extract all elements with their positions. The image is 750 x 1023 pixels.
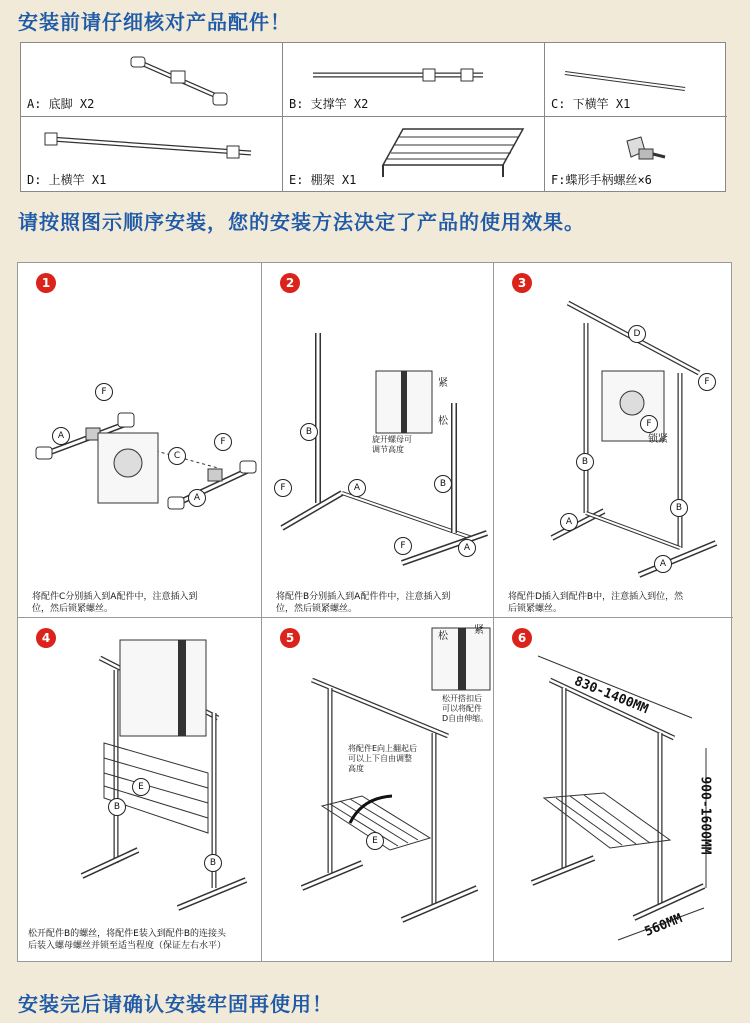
part-cell-f — [545, 117, 727, 192]
step-5 — [262, 618, 494, 961]
step-3-caption: 将配件D插入到配件B中，注意插入到位，然 后锁紧螺丝。 — [508, 592, 684, 614]
step-2-caption: 将配件B分别插入到A配件件中，注意插入到 位，然后锁紧螺丝。 — [276, 592, 451, 614]
step-5-badge: 5 — [280, 628, 300, 648]
height-adjust-note: 旋开螺母可 调节高度 — [372, 435, 412, 454]
tight-label: 紧 — [474, 625, 484, 636]
part-cell-d — [21, 117, 283, 192]
part-cell-b — [283, 43, 545, 117]
depth-dimension: 560MM — [642, 911, 685, 940]
callout-e: E — [366, 832, 384, 850]
callout-b: B — [434, 475, 452, 493]
step-4-caption: 松开配件B的螺丝，将配件E装入到配件B的连接头 后装入螺母螺丝并锁至适当程度（保证左右水平） — [28, 929, 227, 951]
callout-e: E — [132, 778, 150, 796]
callout-b: B — [670, 499, 688, 517]
part-label-e: E: 棚架 X1 — [289, 173, 357, 187]
part-label-d: D: 上横竿 X1 — [27, 173, 107, 187]
callout-b: B — [204, 854, 222, 872]
callout-b: B — [108, 798, 126, 816]
final-notice-heading: 安装完后请确认安装牢固再使用！ — [18, 992, 333, 1016]
step-3 — [494, 263, 733, 618]
step-6 — [494, 618, 733, 961]
callout-f: F — [394, 537, 412, 555]
lock-label: 锁紧 — [648, 434, 668, 445]
callout-a: A — [348, 479, 366, 497]
callout-b: B — [300, 423, 318, 441]
callout-a: A — [188, 489, 206, 507]
telescoping-note: 松开搭扣后 可以将配件 D自由伸缩。 — [442, 694, 489, 723]
callout-a: A — [560, 513, 578, 531]
part-label-f: F:蝶形手柄螺丝×6 — [551, 173, 652, 187]
height-dimension: 900-1600MM — [697, 776, 713, 855]
callout-f: F — [214, 433, 232, 451]
part-label-a: A: 底脚 X2 — [27, 97, 95, 111]
callout-b: B — [576, 453, 594, 471]
step-4-badge: 4 — [36, 628, 56, 648]
callout-a: A — [654, 555, 672, 573]
callout-a: A — [52, 427, 70, 445]
step-2-badge: 2 — [280, 273, 300, 293]
callout-f: F — [95, 383, 113, 401]
part-cell-e — [283, 117, 545, 192]
install-order-heading: 请按照图示顺序安装，您的安装方法决定了产品的使用效果。 — [18, 210, 585, 234]
callout-f: F — [640, 415, 658, 433]
part-cell-c — [545, 43, 727, 117]
shelf-adjust-note: 将配件E向上翻起后 可以上下自由调整 高度 — [348, 744, 418, 773]
callout-c: C — [168, 447, 186, 465]
step-3-diagram — [494, 263, 733, 618]
callout-a: A — [458, 539, 476, 557]
loose-label: 松 — [438, 631, 448, 642]
parts-table — [20, 42, 726, 192]
loose-label: 松 — [438, 416, 448, 427]
step-3-badge: 3 — [512, 273, 532, 293]
step-1-caption: 将配件C分别插入到A配件中，注意插入到 位，然后锁紧螺丝。 — [32, 592, 198, 614]
assembly-steps — [17, 262, 732, 962]
step-1 — [18, 263, 262, 618]
step-5-diagram — [262, 618, 494, 961]
step-1-badge: 1 — [36, 273, 56, 293]
callout-d: D — [628, 325, 646, 343]
width-dimension: 830-1400MM — [572, 673, 651, 718]
step-6-badge: 6 — [512, 628, 532, 648]
part-label-b: B: 支撑竿 X2 — [289, 97, 369, 111]
step-4 — [18, 618, 262, 961]
step-2 — [262, 263, 494, 618]
callout-f: F — [698, 373, 716, 391]
callout-f: F — [274, 479, 292, 497]
parts-check-heading: 安装前请仔细核对产品配件！ — [18, 10, 291, 34]
part-label-c: C: 下横竿 X1 — [551, 97, 631, 111]
part-cell-a — [21, 43, 283, 117]
tight-label: 紧 — [438, 378, 448, 389]
